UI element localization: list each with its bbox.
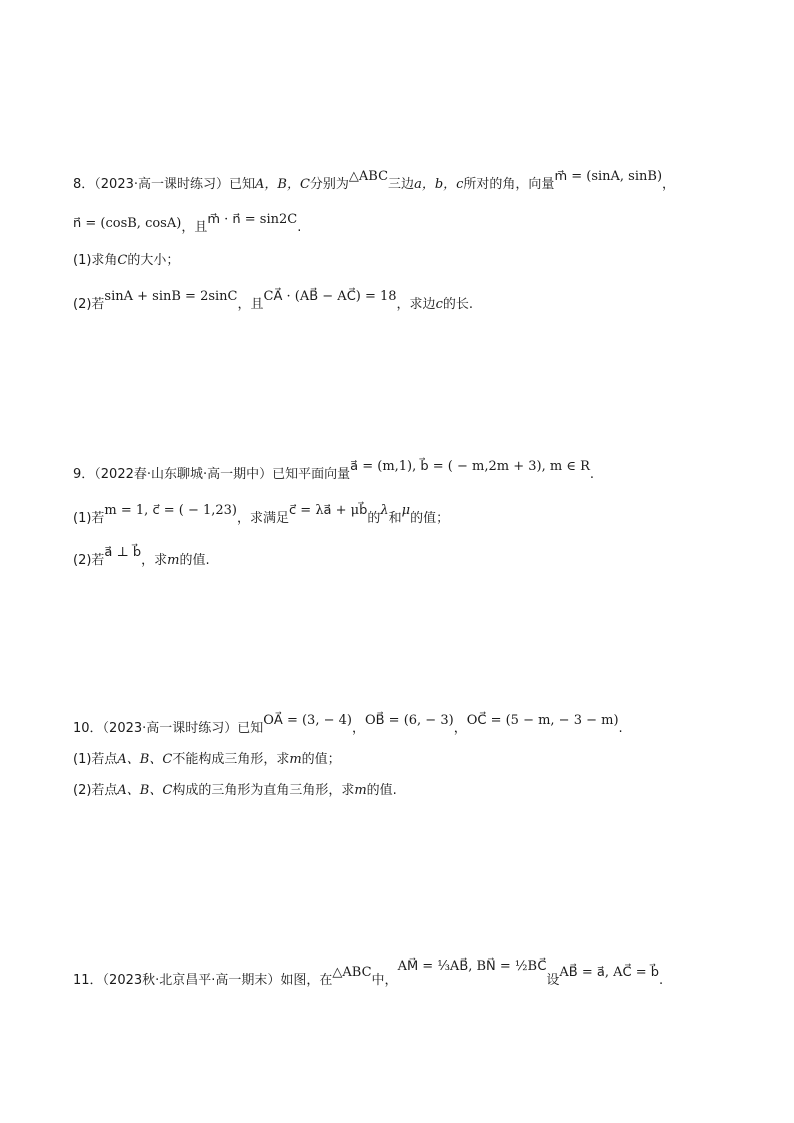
q8-part1-var: C: [117, 253, 128, 268]
q10-part1-points: A、B、C: [117, 752, 173, 767]
q8-part2-cond1: sinA + sinB = 2sinC: [104, 289, 238, 304]
q9-part1-text1: ，求满足: [237, 511, 290, 526]
q10-line1: [73, 713, 623, 738]
q9-part2-label: (2)若: [73, 553, 105, 568]
q9-lambda: λ: [380, 503, 389, 518]
q9-vectors: a⃗ = (m,1), b⃗ = ( − m,2m + 3), m ∈ R: [350, 459, 590, 474]
q11-number: 11．（2023秋·北京昌平·高一期末）如图，在: [73, 973, 333, 988]
q11-line1: [73, 959, 664, 990]
q8-part2-text3: 的长.: [442, 297, 473, 312]
q10-part1-text2: 的值；: [301, 752, 341, 767]
q9-part2-var: m: [167, 553, 180, 568]
q10-tail: .: [618, 721, 623, 736]
q8-part1-text: 的大小；: [127, 253, 180, 268]
q10-part2: [73, 782, 397, 800]
q10-part2-text2: 的值.: [366, 783, 397, 798]
q9-tail: .: [589, 467, 594, 482]
q10-part2-var: m: [354, 783, 367, 798]
q10-sep1: ，: [351, 721, 365, 736]
q8-line2-tail: .: [297, 220, 302, 235]
q8-part2-var: c: [435, 297, 443, 312]
q10-oa: OA⃗ = (3, − 4): [263, 713, 352, 728]
q10-part1-var: m: [289, 752, 302, 767]
q8-vars: A，B，C: [255, 177, 310, 192]
q8-line1: [73, 169, 676, 194]
q9-part1-eq: c⃗ = λa⃗ + μb⃗: [289, 503, 368, 518]
q10-sep2: ，: [453, 721, 467, 736]
q10-part2-text1: 构成的三角形为直角三角形，求: [172, 783, 355, 798]
q8-line2: [73, 212, 302, 237]
q10-part2-points: A、B、C: [117, 783, 173, 798]
q8-part2-label: (2)若: [73, 297, 105, 312]
q8-vector-n: n⃗ = (cosB, cosA): [73, 216, 182, 231]
q9-part1-text3: 和: [388, 511, 402, 526]
q11-text1: 中，: [371, 973, 398, 988]
q11-set: AB⃗ = a⃗, AC⃗ = b⃗: [559, 965, 659, 980]
q9-part2-text2: 的值.: [179, 553, 210, 568]
q8-dot-product: m⃗ · n⃗ = sin2C: [207, 212, 298, 227]
q9-line1: [73, 459, 594, 484]
q9-part2: [73, 545, 210, 570]
q8-text1: 分别为: [309, 177, 349, 192]
q9-number: 9．（2022春·山东聊城·高一期中）已知平面向量: [73, 467, 351, 482]
q8-tail: ，: [662, 177, 676, 192]
q8-part2-text2: ，求边: [396, 297, 436, 312]
q10-part1: [73, 751, 341, 769]
q11-triangle: △ABC: [332, 965, 372, 980]
q8-part2-text1: ，且: [237, 297, 264, 312]
q8-vector-m: m⃗ = (sinA, sinB): [554, 169, 663, 184]
q11-cond: AM⃗ = ⅓AB⃗, BN⃗ = ½BC⃗: [397, 959, 547, 974]
q8-part1: [73, 252, 179, 270]
q8-text3: 所对的角，向量: [463, 177, 555, 192]
q10-part1-text1: 不能构成三角形，求: [172, 752, 290, 767]
q8-number: 8．（2023·高一课时练习）已知: [73, 177, 255, 192]
q9-part1-text4: 的值；: [410, 511, 450, 526]
q11-text2: 设: [546, 973, 560, 988]
q8-text2: 三边: [388, 177, 415, 192]
q8-triangle: △ABC: [348, 169, 389, 184]
q9-part1-label: (1)若: [73, 511, 105, 526]
q9-mu: μ: [401, 503, 411, 518]
q8-sides: a，b，c: [414, 177, 464, 192]
q9-part2-text1: ，求: [141, 553, 168, 568]
q9-part1-text2: 的: [367, 511, 381, 526]
q10-ob: OB⃗ = (6, − 3): [364, 713, 454, 728]
q10-oc: OC⃗ = (5 − m, − 3 − m): [466, 713, 619, 728]
q8-part2-cond2: CA⃗ · (AB⃗ − AC⃗) = 18: [263, 289, 397, 304]
q8-part1-label: (1)求角: [73, 253, 118, 268]
q10-part2-label: (2)若点: [73, 783, 118, 798]
q11-tail: .: [659, 973, 664, 988]
q9-part2-cond: a⃗ ⊥ b⃗: [104, 545, 142, 560]
q10-number: 10．（2023·高一课时练习）已知: [73, 721, 264, 736]
q8-part2: [73, 289, 473, 314]
q9-part1-cond: m = 1, c⃗ = ( − 1,23): [104, 503, 237, 518]
q9-part1: [73, 503, 450, 528]
q8-line2-text1: ，且: [181, 220, 208, 235]
q10-part1-label: (1)若点: [73, 752, 118, 767]
